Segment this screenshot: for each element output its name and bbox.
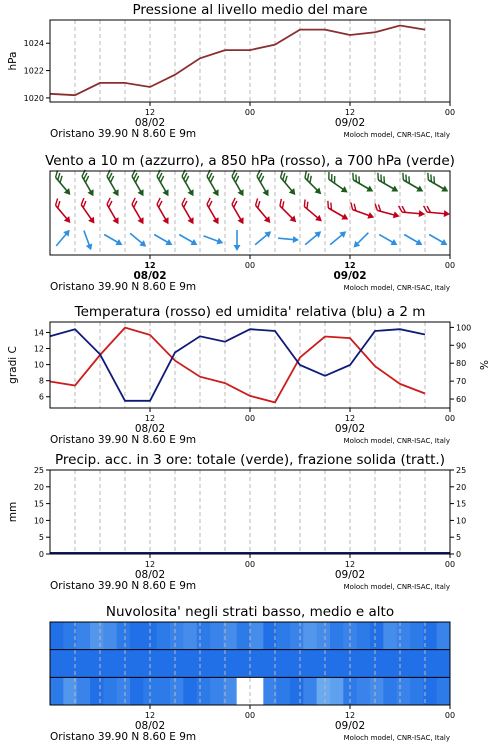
- model-credit: Moloch model, CNR-ISAC, Italy: [343, 131, 450, 139]
- wind-barb: [328, 229, 349, 248]
- wind-barb: [152, 231, 174, 248]
- wind-barb: [177, 198, 199, 226]
- wind-barb: [250, 198, 275, 225]
- panel-5-title: Nuvolosita' negli strati basso, medio e alto: [105, 604, 395, 620]
- panel-4-title: Precip. acc. in 3 ore: totale (verde), frazione solida (tratt.): [55, 452, 445, 468]
- cloud-cell: [357, 622, 371, 650]
- cloud-cell: [303, 622, 317, 650]
- y-axis-label: mm: [7, 501, 19, 523]
- wind-barb: [76, 198, 99, 226]
- cloud-cell: [357, 650, 371, 678]
- cloud-cell: [303, 677, 317, 705]
- wind-barb: [427, 231, 449, 248]
- location-label: Oristano 39.90 N 8.60 E 9m: [50, 281, 197, 293]
- cloud-cell: [303, 650, 317, 678]
- barb-head: [137, 217, 146, 226]
- y-tick-label-right: 80: [456, 359, 467, 369]
- y-tick-label-right: 10: [456, 516, 467, 526]
- wind-barb: [324, 172, 352, 195]
- cloud-cell: [370, 622, 384, 650]
- x-tick-label: 12: [344, 261, 356, 270]
- cloud-cell: [117, 677, 131, 705]
- model-credit: Moloch model, CNR-ISAC, Italy: [343, 437, 450, 445]
- cloud-cell: [197, 622, 211, 650]
- cloud-cell: [370, 677, 384, 705]
- wind-barb: [275, 199, 301, 225]
- barb-head: [212, 189, 221, 198]
- x-tick-label: 00: [444, 711, 456, 720]
- cloud-cell: [410, 677, 424, 705]
- x-tick-label: 12: [144, 560, 156, 569]
- y-tick-label: 5: [38, 533, 44, 543]
- wind-barb: [152, 170, 174, 198]
- y-tick-label-right: 70: [456, 377, 467, 387]
- cloud-cell: [277, 622, 291, 650]
- cloud-cell: [157, 650, 171, 678]
- wind-barb: [373, 204, 402, 220]
- date-label: 09/02: [334, 117, 366, 129]
- wind-barb: [177, 170, 199, 198]
- cloud-cell: [437, 650, 451, 678]
- x-tick-label: 00: [244, 560, 256, 569]
- barb-head: [441, 185, 450, 194]
- wind-barb: [81, 229, 95, 251]
- y-tick-label-right: 25: [456, 466, 467, 475]
- pressure-line: [50, 26, 425, 96]
- date-label: 09/02: [334, 569, 366, 581]
- wind-barb: [77, 170, 99, 198]
- cloud-cell: [330, 650, 344, 678]
- cloud-cell: [130, 677, 144, 705]
- barb-head: [237, 217, 246, 226]
- cloud-cell: [183, 622, 197, 650]
- wind-barb: [227, 170, 249, 198]
- cloud-cell: [50, 622, 64, 650]
- barb-head: [341, 213, 350, 222]
- y-tick-label: 12: [33, 344, 44, 354]
- y-axis-label-right: %: [479, 360, 491, 370]
- barb-head: [440, 239, 449, 248]
- x-tick-label: 00: [244, 414, 256, 423]
- date-label: 08/02: [133, 270, 167, 282]
- cloud-cell: [90, 622, 104, 650]
- cloud-cell: [237, 650, 251, 678]
- barb-head: [237, 189, 246, 198]
- wind-barb: [423, 173, 451, 195]
- y-tick-label-right: 90: [456, 341, 467, 351]
- y-tick-label-right: 100: [456, 323, 472, 333]
- wind-barb: [299, 199, 326, 224]
- cloud-cell: [317, 622, 331, 650]
- x-tick-label: 00: [444, 108, 456, 117]
- wind-barb: [152, 198, 174, 226]
- panel-1-frame: [50, 20, 450, 102]
- barb-head: [162, 217, 171, 226]
- date-label: 08/02: [134, 720, 166, 732]
- barb-head: [112, 217, 121, 226]
- wind-barb: [323, 201, 351, 223]
- y-tick-label-right: 0: [456, 550, 462, 559]
- barb-head: [390, 239, 399, 248]
- wind-barb: [348, 203, 377, 221]
- cloud-cell: [250, 622, 264, 650]
- x-tick-label: 00: [444, 261, 456, 270]
- location-label: Oristano 39.90 N 8.60 E 9m: [50, 731, 197, 743]
- cloud-cell: [290, 677, 304, 705]
- y-tick-label-right: 15: [456, 499, 467, 509]
- cloud-cell: [397, 677, 411, 705]
- barb-head: [165, 239, 174, 248]
- wind-barb: [377, 231, 399, 248]
- y-tick-label: 20: [33, 482, 44, 492]
- cloud-cell: [277, 677, 291, 705]
- wind-barb: [50, 198, 75, 225]
- cloud-cell: [197, 650, 211, 678]
- x-tick-label: 12: [144, 711, 156, 720]
- barb-head: [137, 189, 146, 198]
- panel-1-title: Pressione al livello medio del mare: [132, 2, 368, 18]
- barb-head: [341, 186, 350, 195]
- barb-head: [262, 189, 271, 198]
- cloud-cell: [437, 622, 451, 650]
- cloud-cell: [357, 677, 371, 705]
- cloud-cell: [117, 622, 131, 650]
- cloud-cell: [370, 650, 384, 678]
- barb-head: [216, 238, 224, 247]
- barb-head: [190, 239, 199, 248]
- wind-barb: [128, 231, 149, 250]
- wind-barb: [202, 198, 224, 226]
- cloud-cell: [210, 650, 224, 678]
- cloud-cell: [210, 622, 224, 650]
- model-credit: Moloch model, CNR-ISAC, Italy: [343, 284, 450, 292]
- wind-barb: [278, 235, 300, 244]
- date-label: 09/02: [333, 270, 367, 282]
- wind-barb: [303, 229, 324, 248]
- cloud-cell: [277, 650, 291, 678]
- cloud-cell: [383, 677, 397, 705]
- x-tick-label: 00: [244, 711, 256, 720]
- cloud-cell: [103, 677, 117, 705]
- y-tick-label-right: 60: [456, 395, 467, 405]
- cloud-cell: [290, 622, 304, 650]
- y-tick-label: 8: [38, 376, 44, 386]
- cloud-cell: [210, 677, 224, 705]
- y-tick-label: 10: [33, 516, 44, 526]
- x-tick-label: 12: [344, 414, 356, 423]
- y-tick-label: 14: [33, 328, 44, 338]
- model-credit: Moloch model, CNR-ISAC, Italy: [343, 583, 450, 591]
- barb-head: [393, 211, 401, 219]
- barb-head: [391, 185, 400, 194]
- barb-head: [444, 210, 451, 217]
- y-tick-label-right: 5: [456, 533, 462, 543]
- wind-barb: [398, 173, 426, 195]
- wind-barb: [227, 198, 249, 226]
- wind-barb: [300, 171, 326, 197]
- barb-head: [187, 189, 196, 198]
- wind-barb: [127, 170, 149, 198]
- wind-barb: [202, 233, 224, 247]
- y-tick-label: 10: [33, 360, 44, 370]
- y-tick-label: 15: [33, 499, 44, 509]
- panel-2-title: Vento a 10 m (azzurro), a 850 hPa (rosso), a 700 hPa (verde): [45, 153, 455, 169]
- cloud-cell: [330, 622, 344, 650]
- barb-head: [162, 189, 171, 198]
- wind-barb: [102, 170, 124, 198]
- cloud-cell: [170, 622, 184, 650]
- cloud-cell: [103, 622, 117, 650]
- cloud-cell: [237, 622, 251, 650]
- wind-barb: [54, 228, 73, 249]
- wind-barb: [202, 170, 224, 198]
- wind-barb: [253, 229, 274, 248]
- cloud-cell: [250, 677, 264, 705]
- cloud-cell: [237, 677, 251, 705]
- y-tick-label: 1024: [23, 39, 44, 49]
- x-tick-label: 12: [144, 414, 156, 423]
- wind-barb: [275, 170, 300, 197]
- y-tick-label-right: 20: [456, 482, 467, 492]
- x-tick-label: 12: [344, 108, 356, 117]
- date-label: 09/02: [334, 720, 366, 732]
- wind-barb: [423, 206, 451, 218]
- wind-barb: [398, 206, 426, 218]
- cloud-cell: [183, 677, 197, 705]
- barb-head: [416, 185, 425, 194]
- date-label: 08/02: [134, 117, 166, 129]
- x-tick-label: 12: [144, 108, 156, 117]
- cloud-cell: [50, 650, 64, 678]
- cloud-cell: [90, 650, 104, 678]
- barb-head: [367, 212, 375, 221]
- barb-head: [419, 210, 426, 217]
- x-tick-label: 00: [444, 414, 456, 423]
- location-label: Oristano 39.90 N 8.60 E 9m: [50, 128, 197, 140]
- cloud-cell: [397, 650, 411, 678]
- barb-head: [88, 217, 97, 226]
- cloud-cell: [157, 677, 171, 705]
- x-tick-label: 12: [144, 261, 156, 270]
- date-label: 09/02: [334, 423, 366, 435]
- wind-barb: [402, 231, 424, 248]
- cloud-cell: [130, 622, 144, 650]
- cloud-cell: [397, 622, 411, 650]
- barb-head: [366, 185, 375, 194]
- location-label: Oristano 39.90 N 8.60 E 9m: [50, 580, 197, 592]
- cloud-cell: [330, 677, 344, 705]
- wind-barb: [50, 170, 75, 197]
- cloud-cell: [77, 622, 91, 650]
- cloud-cell: [157, 622, 171, 650]
- x-tick-label: 12: [344, 560, 356, 569]
- y-axis-label: gradi C: [7, 346, 19, 384]
- barb-head: [112, 189, 121, 198]
- cloud-cell: [250, 650, 264, 678]
- cloud-cell: [90, 677, 104, 705]
- wind-barb: [252, 170, 274, 198]
- x-tick-label: 00: [244, 261, 256, 270]
- cloud-cell: [117, 650, 131, 678]
- barb-head: [234, 245, 241, 251]
- barb-head: [87, 189, 96, 198]
- wind-barb: [102, 198, 124, 226]
- cloud-cell: [317, 677, 331, 705]
- model-credit: Moloch model, CNR-ISAC, Italy: [343, 734, 450, 742]
- barb-head: [415, 239, 424, 248]
- cloud-cell: [437, 677, 451, 705]
- wind-barb: [348, 173, 376, 195]
- cloud-cell: [290, 650, 304, 678]
- x-tick-label: 00: [244, 108, 256, 117]
- y-tick-label: 0: [38, 550, 44, 559]
- wind-barb: [373, 173, 401, 195]
- cloud-cell: [50, 677, 64, 705]
- date-label: 08/02: [134, 569, 166, 581]
- location-label: Oristano 39.90 N 8.60 E 9m: [50, 434, 197, 446]
- x-tick-label: 00: [444, 560, 456, 569]
- cloud-cell: [77, 650, 91, 678]
- cloud-cell: [197, 677, 211, 705]
- cloud-cell: [183, 650, 197, 678]
- cloud-cell: [383, 622, 397, 650]
- y-axis-label: hPa: [7, 51, 19, 71]
- y-tick-label: 25: [33, 466, 44, 475]
- barb-head: [187, 217, 196, 226]
- cloud-cell: [383, 650, 397, 678]
- wind-barb: [351, 230, 371, 250]
- cloud-cell: [410, 622, 424, 650]
- barb-head: [86, 243, 95, 251]
- y-tick-label: 1022: [23, 66, 44, 76]
- x-tick-label: 12: [344, 711, 356, 720]
- cloud-cell: [170, 677, 184, 705]
- barb-head: [293, 236, 300, 243]
- cloud-cell: [410, 650, 424, 678]
- cloud-cell: [103, 650, 117, 678]
- y-tick-label: 1020: [23, 93, 44, 103]
- y-tick-label: 6: [38, 392, 44, 402]
- wind-barb: [177, 231, 199, 248]
- cloud-cell: [130, 650, 144, 678]
- date-label: 08/02: [134, 423, 166, 435]
- barb-head: [115, 239, 124, 248]
- panel-3-title: Temperatura (rosso) ed umidita' relativa (blu) a 2 m: [74, 304, 426, 320]
- wind-barb: [234, 230, 241, 251]
- wind-barb: [102, 231, 124, 248]
- wind-barb: [127, 198, 149, 226]
- cloud-cell: [170, 650, 184, 678]
- cloud-cell: [317, 650, 331, 678]
- barb-head: [212, 217, 221, 226]
- cloud-cell: [77, 677, 91, 705]
